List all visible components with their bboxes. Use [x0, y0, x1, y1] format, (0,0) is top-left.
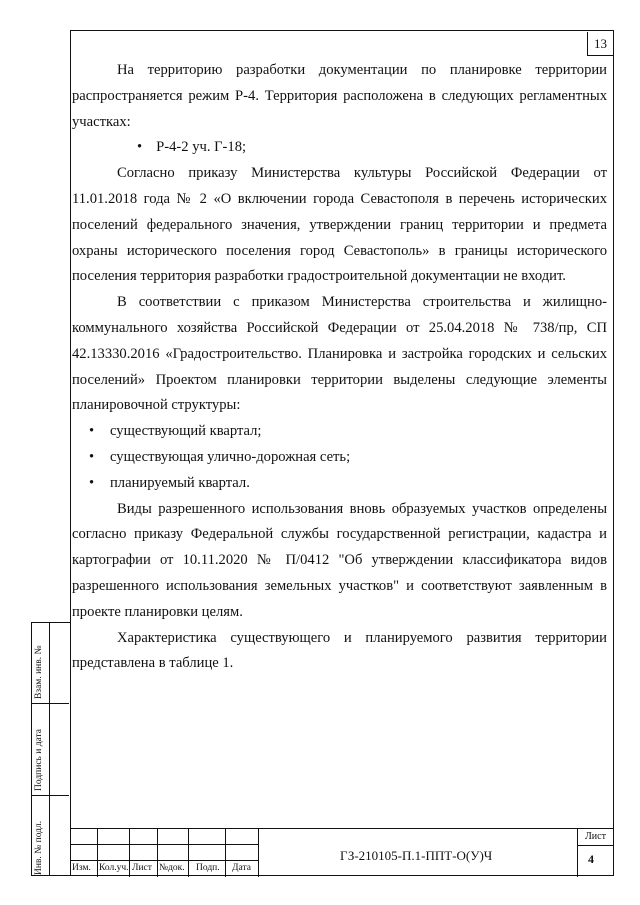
list-item — [72, 135, 607, 161]
bullet-icon: • — [89, 474, 95, 491]
stamp-header: Изм. — [72, 863, 91, 873]
bullet-icon: • — [89, 423, 95, 440]
list-item — [72, 445, 607, 471]
bullet-icon: • — [137, 139, 143, 156]
stamp-line — [225, 829, 226, 877]
stamp-line — [188, 829, 189, 877]
strip-divider — [32, 795, 69, 796]
list-item — [72, 419, 607, 445]
paragraph-2: Согласно приказу Министерства культуры Российской Федерации от 11.01.2018 года № 2 «О включении города Севастополя в перечень исторических поселений федерального значения, утверждении границ территории и предмета охраны исторического поселения город Севастополь» в границы исторического поселения территория разработки градостроительной документации не входит. — [72, 165, 607, 285]
bullet-icon: • — [89, 448, 95, 465]
list-item-text: планируемый квартал. — [110, 474, 250, 491]
strip-divider — [49, 623, 50, 875]
stamp-line — [577, 829, 578, 877]
list-item-text: существующий квартал; — [110, 423, 262, 440]
stamp-header: Подп. — [196, 863, 220, 873]
stamp-header: №док. — [159, 863, 185, 873]
document-code: ГЗ-210105-П.1-ППТ-О(У)Ч — [340, 848, 493, 863]
sheet-label: Лист — [585, 831, 606, 842]
paragraph-4: Виды разрешенного использования вновь образуемых участков определены согласно приказу Федеральной службы государственной регистрации, кадастра и картографии от 10.11.2020 № П/0412 "Об утверждении классификатора видов разрешенного использования земельных участков" и соответствуют заявленным в проекте планировки целям. — [72, 500, 607, 620]
label-replacement-inventory: Взам. инв. № — [34, 645, 44, 699]
label-signature-date: Подпись и дата — [34, 728, 44, 791]
paragraph-1: На территорию разработки документации по планировке территории распространяется режим Р-4. Территория расположена в следующих регламентных участках: — [72, 62, 607, 130]
stamp-line — [577, 845, 614, 846]
stamp-line — [97, 829, 98, 877]
stamp-line — [70, 844, 258, 845]
list-item — [72, 471, 607, 497]
strip-divider — [32, 703, 69, 704]
label-original-inventory: Инв. № подл. — [34, 820, 44, 875]
list-item-text: существующая улично-дорожная сеть; — [110, 448, 351, 465]
list-item-text: Р-4-2 уч. Г-18; — [156, 139, 247, 156]
stamp-header: Лист — [132, 863, 152, 873]
stamp-line — [157, 829, 158, 877]
sheet-number: 4 — [588, 852, 594, 866]
stamp-header: Кол.уч. — [99, 863, 129, 873]
page-number: 13 — [587, 32, 613, 56]
paragraph-3: В соответствии с приказом Министерства строительства и жилищно-коммунального хозяйства Российской Федерации от 25.04.2018 № 738/пр, СП 42.13330.2016 «Градостроительство. Планировка и застройка городских и сельских поселений» Проектом планировки территории выделены следующие элементы планировочной структуры: — [72, 294, 607, 414]
stamp-header: Дата — [232, 863, 251, 873]
stamp-line — [129, 829, 130, 877]
document-body — [72, 58, 607, 677]
stamp-line — [258, 829, 259, 877]
side-stamp-strip — [31, 622, 70, 876]
stamp-line — [70, 860, 258, 861]
paragraph-5: Характеристика существующего и планируемого развития территории представлена в таблице 1. — [72, 629, 607, 672]
